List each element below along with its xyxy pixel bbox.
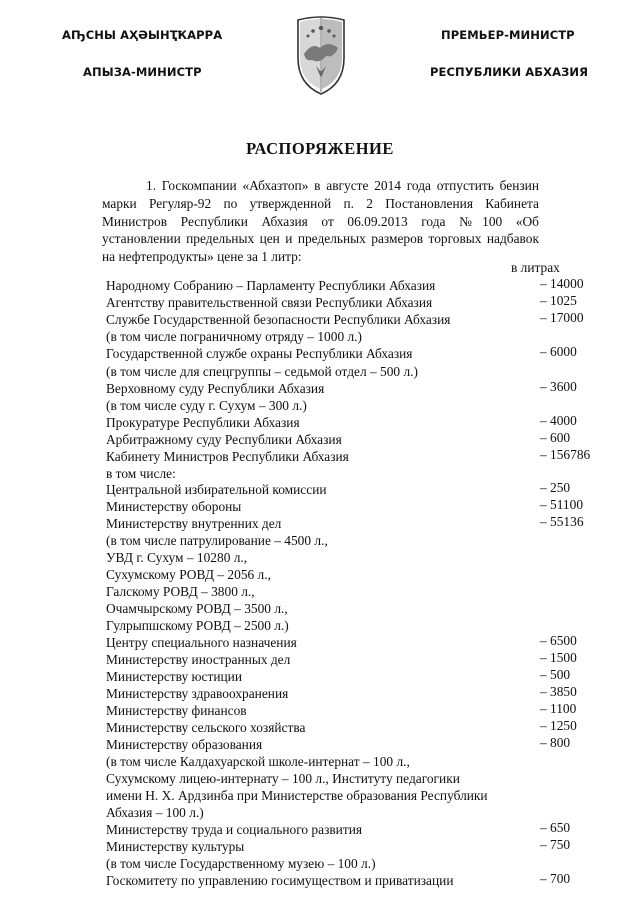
allocation-recipient: Министерству труда и социального развития <box>106 822 363 837</box>
allocation-recipient: Государственной службе охраны Республики Абхазия <box>106 346 413 361</box>
allocation-recipient: Центральной избирательной комиссии <box>106 482 327 497</box>
allocation-recipient: Сухумскому лицею-интернату – 100 л., Институту педагогики <box>106 771 460 786</box>
allocation-recipient: Агентству правительственной связи Республики Абхазия <box>106 295 433 310</box>
allocation-amount: – 51100 <box>540 497 584 512</box>
allocation-recipient: (в том числе для спецгруппы – седьмой отдел – 500 л.) <box>106 364 418 379</box>
header-right-line2: РЕСПУБЛИКИ АБХАЗИЯ <box>430 65 589 79</box>
allocation-amount: – 650 <box>540 820 571 835</box>
allocation-recipient: Прокуратуре Республики Абхазия <box>106 415 300 430</box>
allocation-recipient: Министерству внутренних дел <box>106 516 282 531</box>
allocation-recipient: Министерству иностранных дел <box>106 652 291 667</box>
allocation-recipient: Министерству сельского хозяйства <box>106 720 306 735</box>
allocation-recipient: Министерству образования <box>106 737 263 752</box>
allocation-recipient: (в том числе пограничному отряду – 1000 л.) <box>106 329 362 344</box>
allocation-recipient: имени Н. Х. Ардзинба при Министерстве образования Республики <box>106 788 488 803</box>
allocation-recipient: (в том числе патрулирование – 4500 л., <box>106 533 328 548</box>
allocation-recipient: Центру специального назначения <box>106 635 297 650</box>
allocation-recipient: (в том числе Государственному музею – 100 л.) <box>106 856 376 871</box>
allocation-amount: – 250 <box>540 480 571 495</box>
allocation-amount: – 1500 <box>540 650 577 665</box>
allocation-recipient: Службе Государственной безопасности Республики Абхазия <box>106 312 451 327</box>
header-left-line2: АПЫЗА-МИНИСТР <box>83 65 202 79</box>
allocation-amount: – 156786 <box>540 447 591 462</box>
allocation-amount: – 500 <box>540 667 571 682</box>
allocation-recipient: Министерству обороны <box>106 499 242 514</box>
allocation-recipient: в том числе: <box>106 466 176 481</box>
allocation-amount: – 14000 <box>540 276 584 291</box>
allocation-recipient: Министерству культуры <box>106 839 245 854</box>
allocation-recipient: Абхазия – 100 л.) <box>106 805 204 820</box>
allocation-recipient: Сухумскому РОВД – 2056 л., <box>106 567 271 582</box>
allocation-recipient: Очамчырскому РОВД – 3500 л., <box>106 601 288 616</box>
allocation-amount: – 6500 <box>540 633 577 648</box>
allocation-amount: – 1250 <box>540 718 577 733</box>
allocation-recipient: Гулрыпшскому РОВД – 2500 л.) <box>106 618 289 633</box>
coat-of-arms-icon <box>290 14 352 96</box>
allocation-recipient: УВД г. Сухум – 10280 л., <box>106 550 248 565</box>
allocation-recipient: (в том числе Калдахуарской школе-интернат – 100 л., <box>106 754 410 769</box>
allocation-recipient: Министерству финансов <box>106 703 247 718</box>
allocation-amount: – 600 <box>540 430 571 445</box>
allocation-recipient: Министерству здравоохранения <box>106 686 289 701</box>
allocation-amount: – 1100 <box>540 701 577 716</box>
unit-label: в литрах <box>511 260 560 275</box>
allocation-recipient: Министерству юстиции <box>106 669 243 684</box>
allocation-amount: – 1025 <box>540 293 577 308</box>
document-title: РАСПОРЯЖЕНИЕ <box>246 139 394 158</box>
allocation-amount: – 800 <box>540 735 571 750</box>
allocation-recipient: Арбитражному суду Республики Абхазия <box>106 432 342 447</box>
allocation-recipient: Народному Собранию – Парламенту Республики Абхазия <box>106 278 436 293</box>
header-right-line1: ПРЕМЬЕР-МИНИСТР <box>441 28 575 42</box>
allocation-amount: – 750 <box>540 837 571 852</box>
allocation-recipient: Госкомитету по управлению госимуществом и приватизации <box>106 873 454 888</box>
allocation-recipient: Верховному суду Республики Абхазия <box>106 381 325 396</box>
allocation-amount: – 17000 <box>540 310 584 325</box>
allocation-amount: – 6000 <box>540 344 577 359</box>
allocation-recipient: (в том числе суду г. Сухум – 300 л.) <box>106 398 307 413</box>
allocation-amount: – 3600 <box>540 379 577 394</box>
order-paragraph: 1. Госкомпании «Абхазтоп» в августе 2014 года отпустить бензин марки Регуляр-92 по утвержденной п. 2 Постановления Кабинета Министров Республики Абхазия от 06.09.2013 года №100 «Об установлении предельных цен и предельных размеров торговых надбавок на нефтепродукты» цене за 1 литр: <box>102 178 539 265</box>
allocation-amount: – 4000 <box>540 413 577 428</box>
allocation-amount: – 700 <box>540 871 571 886</box>
allocation-recipient: Галскому РОВД – 3800 л., <box>106 584 255 599</box>
allocation-amount: – 55136 <box>540 514 584 529</box>
allocation-recipient: Кабинету Министров Республики Абхазия <box>106 449 349 464</box>
header-left-line1: АҦСНЫ АҲӘЫНҬҞАРРА <box>62 28 223 42</box>
allocation-amount: – 3850 <box>540 684 577 699</box>
